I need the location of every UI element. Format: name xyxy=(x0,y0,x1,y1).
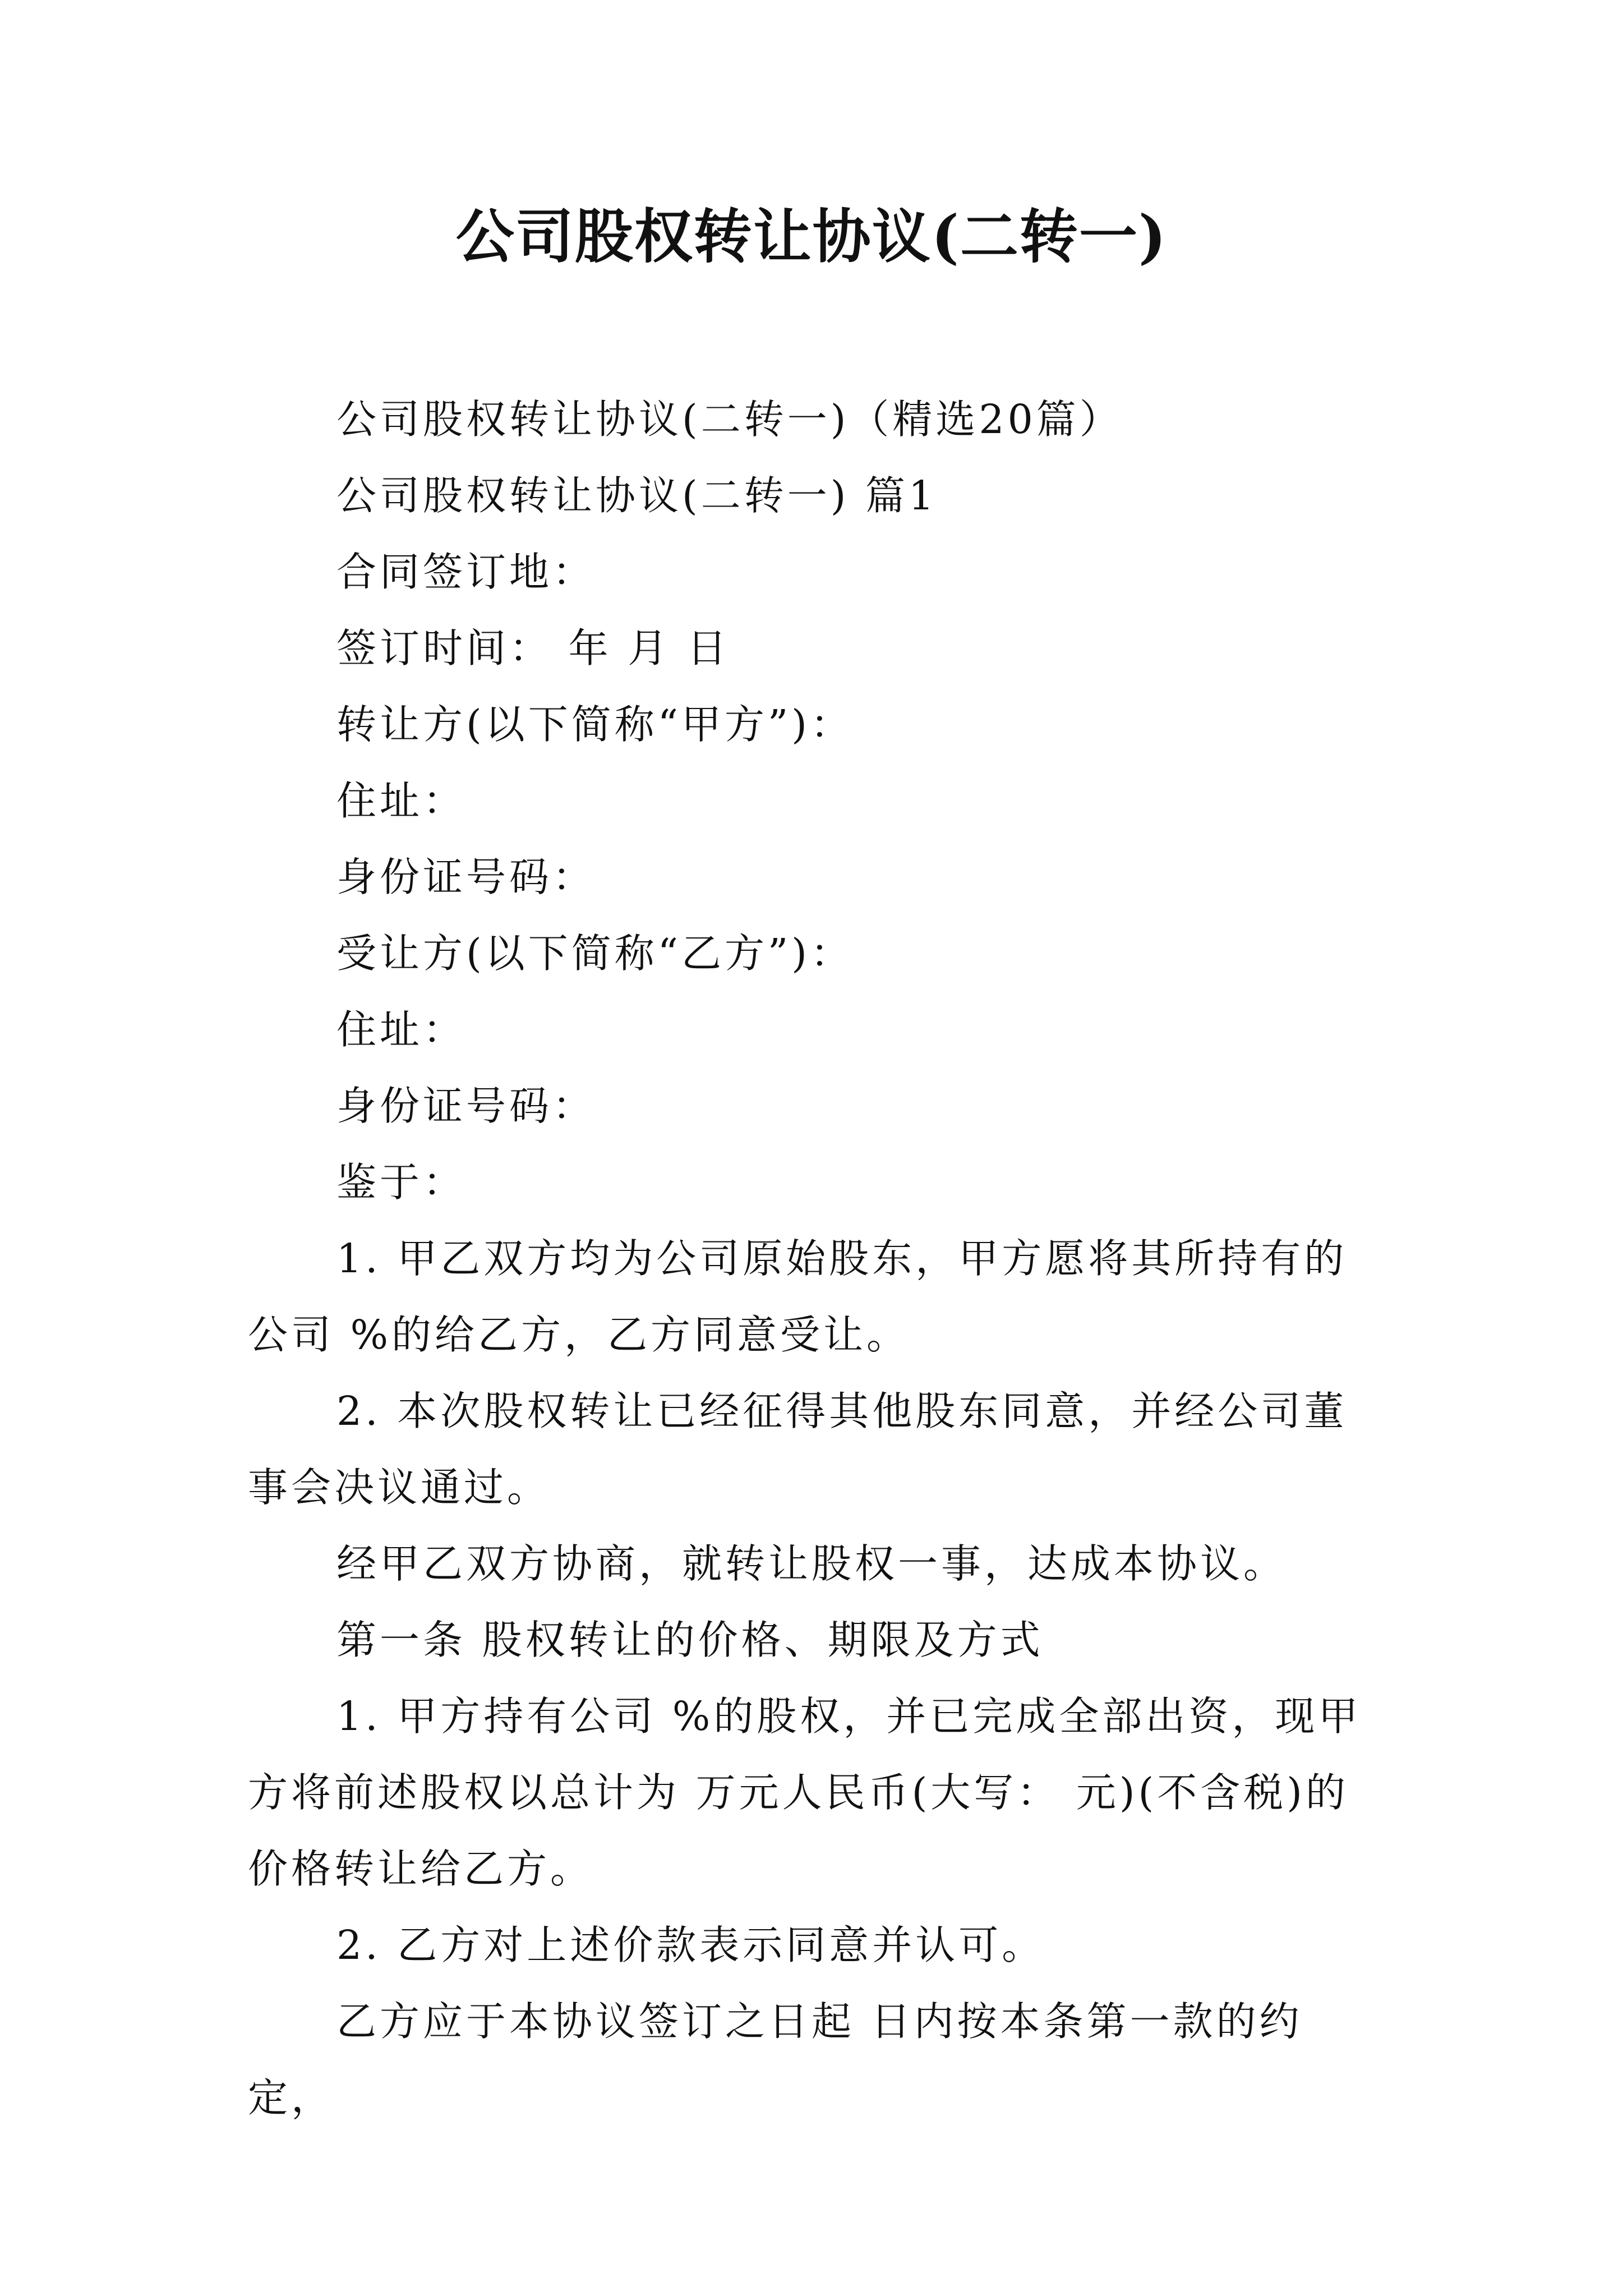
paragraph-article-1-heading: 第一条 股权转让的价格、期限及方式 xyxy=(336,1617,1044,1663)
paragraph-transferor-id: 身份证号码： xyxy=(336,854,596,900)
paragraph-article-1-payment: 乙方应于本协议签订之日起 日内按本条第一款的约定， xyxy=(248,1998,1303,2121)
document-body xyxy=(248,381,1386,2136)
paragraph-transferor: 转让方(以下简称“甲方”)： xyxy=(336,701,854,748)
paragraph-transferor-address: 住址： xyxy=(336,777,467,824)
paragraph-signing-time: 签订时间： 年 月 日 xyxy=(336,625,730,671)
paragraph-whereas: 鉴于： xyxy=(336,1159,467,1205)
paragraph-subtitle: 公司股权转让协议(二转一)（精选20篇） xyxy=(336,396,1123,443)
paragraph-article-1-clause-1: 1. 甲方持有公司 %的股权，并已完成全部出资，现甲方将前述股权以总计为 万元人民币(大写： 元)(不含税)的价格转让给乙方。 xyxy=(248,1693,1362,1892)
paragraph-article-1-clause-2: 2. 乙方对上述价款表示同意并认可。 xyxy=(336,1922,1045,1968)
paragraph-whereas-2: 2. 本次股权转让已经征得其他股东同意，并经公司董事会决议通过。 xyxy=(248,1388,1348,1511)
paragraph-whereas-1: 1. 甲乙双方均为公司原始股东，甲方愿将其所持有的公司 %的给乙方，乙方同意受让。 xyxy=(248,1235,1348,1358)
paragraph-agreement-intro: 经甲乙双方协商，就转让股权一事，达成本协议。 xyxy=(336,1540,1287,1587)
paragraph-transferee-address: 住址： xyxy=(336,1006,467,1053)
paragraph-transferee: 受让方(以下简称“乙方”)： xyxy=(336,930,854,977)
paragraph-transferee-id: 身份证号码： xyxy=(336,1083,596,1129)
paragraph-signing-place: 合同签订地： xyxy=(336,549,596,595)
document-title: 公司股权转让协议(二转一) xyxy=(455,202,1168,271)
paragraph-part-heading: 公司股权转让协议(二转一) 篇1 xyxy=(336,472,938,519)
